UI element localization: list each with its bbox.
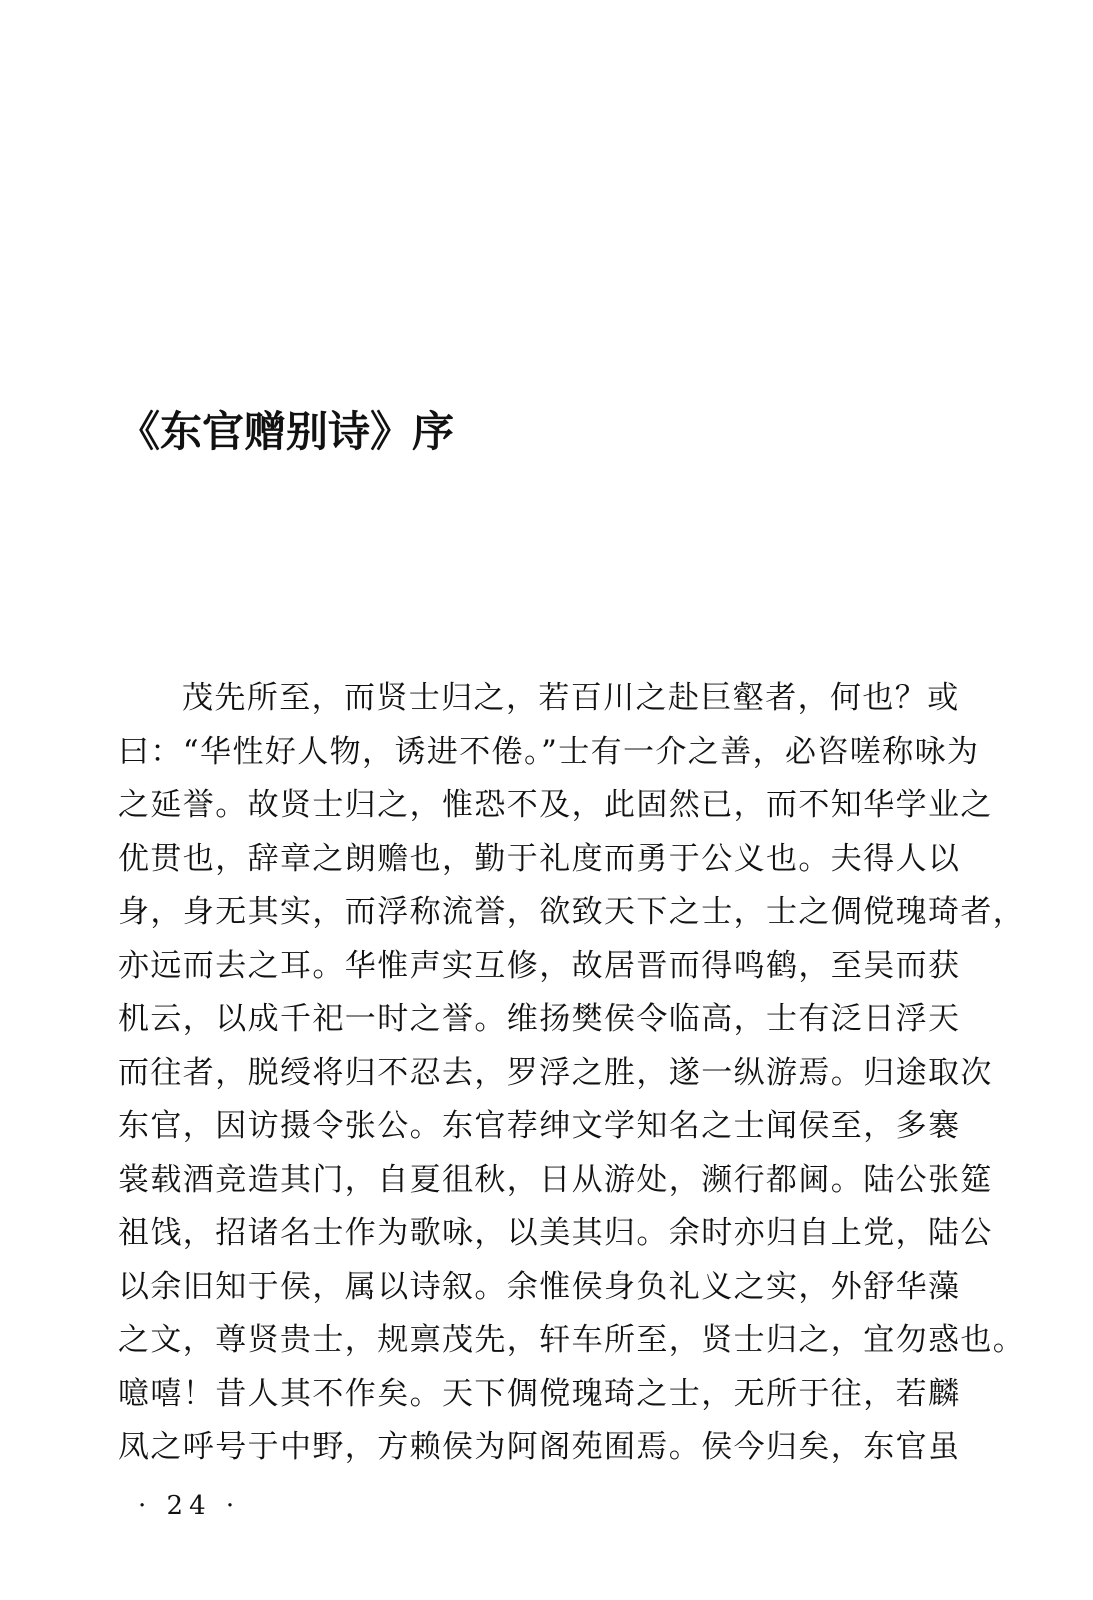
text-line: 之延誉。故贤士归之，惟恐不及，此固然已，而不知华学业之 xyxy=(118,787,993,823)
text-line: 噫嘻！昔人其不作矣。天下倜傥瑰琦之士，无所于往，若麟 xyxy=(118,1375,961,1412)
text-line: 而往者，脱绶将归不忍去，罗浮之胜，遂一纵游焉。归途取次 xyxy=(118,1054,993,1091)
text-line: 亦远而去之耳。华惟声实互修，故居晋而得鸣鹤，至吴而获 xyxy=(118,947,961,984)
text-line: 身，身无其实，而浮称流誉，欲致天下之士，士之倜傥瑰琦者， xyxy=(118,894,1026,930)
text-line: 东官，因访摄令张公。东官荐绅文学知名之士闻侯至，多褰 xyxy=(118,1108,961,1144)
text-line: 以余旧知于侯，属以诗叙。余惟侯身负礼义之实，外舒华藻 xyxy=(118,1268,961,1305)
text-line: 之文，尊贤贵士，规禀茂先，轩车所至，贤士归之，宜勿惑也。 xyxy=(118,1322,1026,1358)
text-line: 凤之呼号于中野，方赖侯为阿阁苑囿焉。侯今归矣，东官虽 xyxy=(118,1429,961,1465)
text-line: 茂先所至，而贤士归之，若百川之赴巨壑者，何也？或 xyxy=(182,680,960,716)
text-line: 机云，以成千祀一时之誉。维扬樊侯令临高，士有泛日浮天 xyxy=(118,1001,961,1037)
text-line: 优贯也，辞章之朗赡也，勤于礼度而勇于公义也。夫得人以 xyxy=(118,840,961,877)
text-line: 裳载酒竞造其门，自夏徂秋，日从游处，濒行都阃。陆公张筵 xyxy=(118,1161,993,1198)
preface-body xyxy=(118,672,1026,1475)
page-number: · 24 · xyxy=(138,1491,241,1521)
page-title: 《东官赠别诗》序 xyxy=(118,407,455,456)
text-line: 祖饯，招诸名士作为歌咏，以美其归。余时亦归自上党，陆公 xyxy=(118,1215,993,1251)
text-line: 曰：“华性好人物，诱进不倦。”士有一介之善，必咨嗟称咏为 xyxy=(118,733,980,770)
